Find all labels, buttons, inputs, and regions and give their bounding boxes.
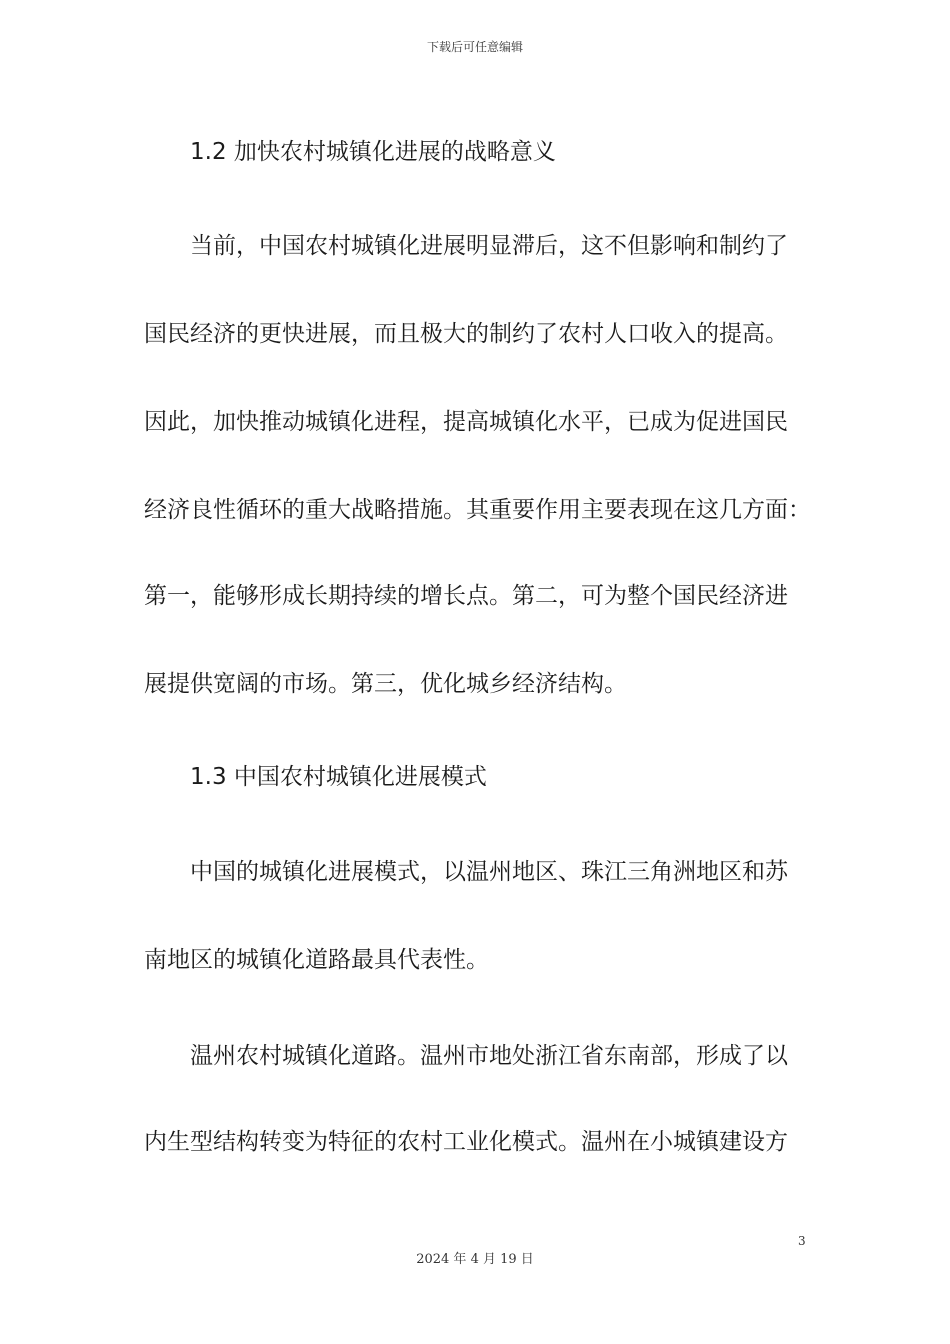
footer-date: 2024 年 4 月 19 日 [416, 1252, 534, 1267]
section-heading-1-3: 1.3 中国农村城镇化进展模式 [190, 764, 487, 790]
paragraph-line: 温州农村城镇化道路。温州市地处浙江省东南部，形成了以 [190, 1043, 788, 1069]
section-heading-1-2: 1.2 加快农村城镇化进展的战略意义 [190, 139, 556, 165]
paragraph-line: 经济良性循环的重大战略措施。其重要作用主要表现在这几方面： [144, 497, 811, 523]
paragraph-line: 因此，加快推动城镇化进程，提高城镇化水平，已成为促进国民 [144, 409, 788, 435]
paragraph-line: 展提供宽阔的市场。第三，优化城乡经济结构。 [144, 671, 627, 697]
paragraph-line: 当前，中国农村城镇化进展明显滞后，这不但影响和制约了 [190, 233, 788, 259]
page-number: 3 [798, 1234, 806, 1248]
page-header: 下载后可任意编辑 [426, 40, 523, 54]
paragraph-line: 国民经济的更快进展，而且极大的制约了农村人口收入的提高。 [144, 321, 788, 347]
paragraph-line: 内生型结构转变为特征的农村工业化模式。温州在小城镇建设方 [144, 1129, 788, 1155]
paragraph-line: 南地区的城镇化道路最具代表性。 [144, 947, 489, 973]
paragraph-line: 中国的城镇化进展模式，以温州地区、珠江三角洲地区和苏 [190, 859, 788, 885]
paragraph-line: 第一，能够形成长期持续的增长点。第二，可为整个国民经济进 [144, 583, 788, 609]
